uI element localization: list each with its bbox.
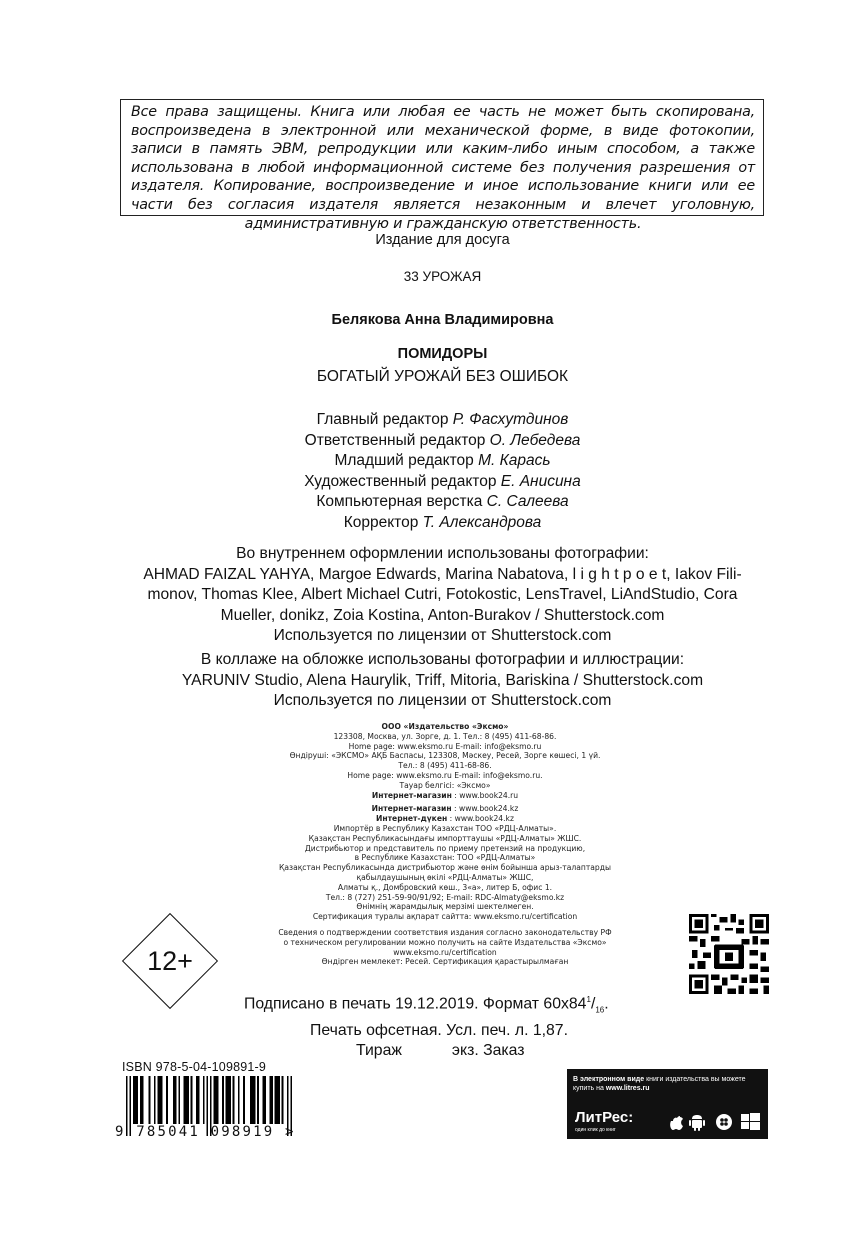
edition-type: Издание для досуга (375, 232, 510, 248)
barcode-bar (173, 1076, 175, 1124)
barcode-bar (140, 1076, 142, 1124)
editorial-credits (0, 410, 845, 533)
barcode-bar (166, 1076, 168, 1124)
copyright-notice-box (120, 99, 764, 232)
credit-line: Главный редактор Р. Фасхутдинов (316, 411, 569, 428)
barcode-bar (229, 1076, 231, 1124)
barcode-bar (154, 1076, 156, 1124)
barcode-bar (185, 1076, 187, 1124)
barcode-bar (203, 1076, 205, 1124)
barcode-bar (233, 1076, 235, 1124)
credit-line: Ответственный редактор О. Лебедева (304, 431, 581, 449)
windows-icon (741, 1113, 760, 1130)
book-subtitle: БОГАТЫЙ УРОЖАЙ БЕЗ ОШИБОК (316, 368, 569, 385)
age-rating-label: 12+ (147, 945, 193, 976)
cover-photo-credits: В коллаже на обложке использованы фотографии и иллюстрации: YARUNIV Studio, Alena Haurylik, Triff, Mitoria, Bariskina / Shutterstock.com Используется по лицензии от Shutterstock.com (181, 651, 704, 709)
barcode-bar (282, 1076, 284, 1124)
isbn-label: ISBN 978-5-04-109891-9 (122, 1060, 267, 1074)
barcode-bar (149, 1076, 151, 1124)
barcode-bar (222, 1076, 224, 1124)
blackberry-icon (716, 1114, 732, 1130)
barcode-bar (142, 1076, 144, 1124)
print-info (244, 990, 664, 1062)
barcode-bar (257, 1076, 259, 1124)
print-circulation-line: Тираж экз. Заказ (356, 1042, 525, 1060)
platform-icons (667, 1112, 762, 1132)
interior-photo-credits: Во внутреннем оформлении использованы фотографии: AHMAD FAIZAL YAHYA, Margoe Edwards, Marina Nabatova, l i g h t p o e t, Iakov Fili- monov, Thomas Klee, Albert Michael Cutri, Fotokostic, LensTravel, LiAndStudio, Cora Mueller, donikz, Zoia Kostina, Anton-Burakov / Shutterstock.com Используется по лицензии от Shutterstock.com (143, 545, 742, 644)
apple-icon (670, 1116, 683, 1130)
barcode-bar (136, 1076, 138, 1124)
author-name: Белякова Анна Владимировна (331, 312, 554, 328)
age-rating-badge (122, 913, 218, 1009)
litres-logo: ЛитРес: (575, 1109, 634, 1126)
print-signed-line: Подписано в печать 19.12.2019. Формат $60х84^1/_{16}$. (244, 995, 609, 1015)
barcode-bar (135, 1076, 137, 1124)
barcode-bar (227, 1076, 229, 1124)
qr-code (689, 914, 769, 994)
barcode-bar (161, 1076, 163, 1124)
barcode-bar (191, 1076, 193, 1124)
barcode-bar (198, 1076, 200, 1124)
barcode-bar (271, 1076, 273, 1124)
barcode-bar (276, 1076, 278, 1124)
credit-line: Компьютерная верстка С. Салеева (316, 493, 569, 510)
barcode-bar (184, 1076, 186, 1124)
barcode-bar (250, 1076, 252, 1124)
barcode-bar (217, 1076, 219, 1124)
copyright-notice-text: Все права защищены. Книга или любая ее часть не может быть скопирована, воспроизведена в электронной или механической форме, в виде фотокопии, записи в память ЭВМ, репродукции или каким-либо иным способом, а также использована в любой информационной системе без получения разрешения от издателя. Копирование, воспроизведение и иное использование книги или ее части без согласия издателя является незаконным и влечет уголовную, административную и гражданскую ответственность. (131, 104, 755, 232)
barcode-bar (187, 1076, 189, 1124)
android-icon (689, 1115, 705, 1131)
barcode-bar (262, 1076, 264, 1124)
barcode-bar (252, 1076, 254, 1124)
barcode-bar (196, 1076, 198, 1124)
barcode-digits: 9 785041 098919 > (115, 1124, 296, 1140)
barcode-bar (157, 1076, 159, 1124)
book-title: ПОМИДОРЫ (397, 346, 488, 362)
barcode-bar (159, 1076, 161, 1124)
litres-banner (567, 1069, 768, 1139)
barcode-bar (215, 1076, 217, 1124)
barcode-bar (254, 1076, 256, 1124)
barcode-bar (226, 1076, 228, 1124)
barcode-bar (238, 1076, 240, 1124)
barcode-bar (178, 1076, 180, 1124)
barcode-bar (275, 1076, 277, 1124)
credit-line: Корректор Т. Александрова (343, 513, 542, 531)
litres-tagline: один клик до книг (575, 1127, 616, 1133)
litres-text: В электронном виде книги издательства вы можете купить на www.litres.ru (573, 1076, 746, 1092)
barcode-bar (269, 1076, 271, 1124)
barcode-bar (133, 1076, 135, 1124)
barcode-bar (264, 1076, 266, 1124)
barcode-bar (175, 1076, 177, 1124)
barcode-bar (243, 1076, 245, 1124)
barcode-bar (213, 1076, 215, 1124)
credit-line: Художественный редактор Е. Анисина (304, 472, 581, 490)
publisher-imprint: ООО «Издательство «Эксмо» 123308, Москва, ул. Зорге, д. 1. Тел.: 8 (495) 411-68-86. Home page: www.eksmo.ru E-mail: info@eksmo.ru Өндіруші: «ЭКСМО» АҚБ Баспасы, 123308, Мәскеу, Ресей, Зорге көшесі, 1 үй. Тел.: 8 (495) 411-68-86. Home page: www.eksmo.ru E-mail: info@eksmo.ru. Тауар белгісі: «Эксмо» Интернет-магазин : www.book24.ru Интернет-магазин : www.book24.kz Интернет-дүкен : www.book24.kz Импортёр в Республику Казахстан ТОО «РДЦ-Алматы». Қазақстан Республикасындағы импорттаушы «РДЦ-Алматы» ЖШС. Дистрибьютор и представитель по приему претензий на продукцию, в Республике Казахстан: ТОО «РДЦ-Алматы» Қазақстан Республикасында дистрибьютор және өнім бойынша арыз-талаптарды қабылдаушының өкілі «РДЦ-Алматы» ЖШС, Алматы қ., Домбровский көш., 3«а», литер Б, офис 1. Тел.: 8 (727) 251-59-90/91/92; E-mail: RDC-Almaty@eksmo.kz Өнімнің жарамдылық мерзімі шектелмеген. Сертификация туралы ақпарат сайтта: www.eksmo.ru/certification Сведения о подтверждении соответствия издания согласно законодательству РФ о техническом регулировании можно получить на сайте Издательства «Эксмо» www.eksmo.ru/certification Өндірген мемлекет: Ресей. Сертификация қарастырылмаған (278, 722, 612, 967)
barcode-bar (278, 1076, 280, 1124)
series-name: 33 УРОЖАЯ (403, 269, 482, 284)
credit-line: Младший редактор М. Карась (334, 452, 551, 469)
print-offset-line: Печать офсетная. Усл. печ. л. 1,87. (310, 1021, 568, 1039)
